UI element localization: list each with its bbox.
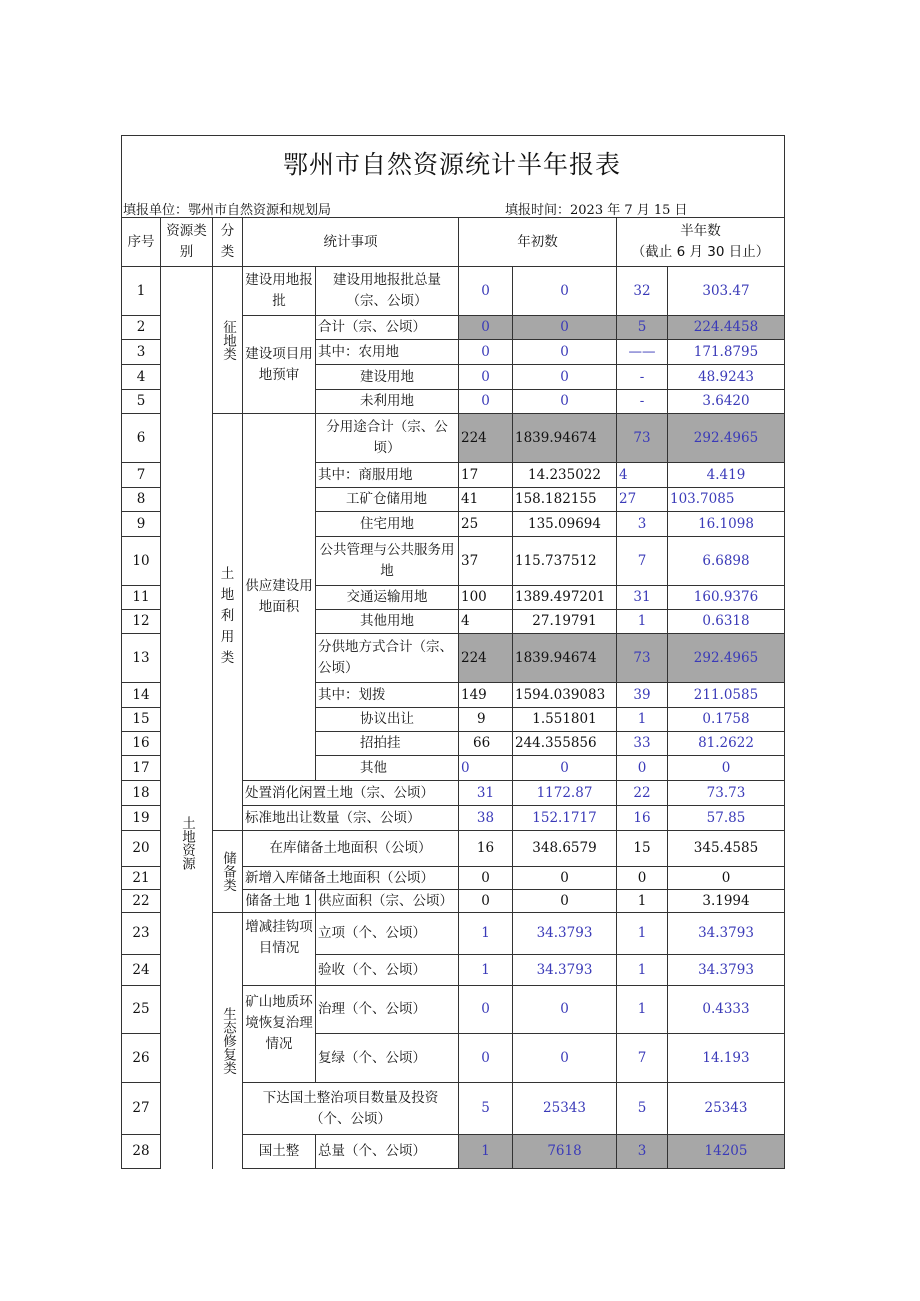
row-val-c: 1 [617, 708, 668, 732]
row-val-c: 5 [617, 1083, 668, 1135]
row-no: 16 [122, 732, 161, 756]
header-res-type: 资源类别 [161, 218, 213, 267]
row-val-b: 115.737512 [513, 537, 617, 586]
row-no: 12 [122, 610, 161, 634]
row-no: 17 [122, 756, 161, 781]
row-val-d: 3.6420 [668, 390, 785, 414]
row-label: 标准地出让数量（宗、公顷） [243, 806, 459, 831]
row-val-b: 34.3793 [513, 913, 617, 955]
row-val-c: —— [617, 340, 668, 365]
row-no: 1 [122, 267, 161, 316]
row-label: 下达国土整治项目数量及投资（个、公顷） [243, 1083, 459, 1135]
row-val-d: 345.4585 [668, 831, 785, 867]
row-val-d: 4.419 [668, 463, 785, 488]
row-val-a: 1 [459, 1135, 513, 1169]
group-chubei: 储备类 [213, 831, 243, 913]
row-val-c: 16 [617, 806, 668, 831]
row-label: 建设用地 [316, 365, 459, 390]
row-val-d: 34.3793 [668, 955, 785, 986]
row-val-c: 7 [617, 1034, 668, 1083]
row-val-a: 17 [459, 463, 513, 488]
row-label: 复绿（个、公顷） [316, 1034, 459, 1083]
row-no: 19 [122, 806, 161, 831]
row-label: 在库储备土地面积（公顷） [243, 831, 459, 867]
row-no: 15 [122, 708, 161, 732]
header-start: 年初数 [459, 218, 617, 267]
row-val-a: 41 [459, 488, 513, 512]
row-val-b: 0 [513, 890, 617, 913]
row-val-d: 0.4333 [668, 986, 785, 1034]
row-no: 25 [122, 986, 161, 1034]
row-no: 22 [122, 890, 161, 913]
header-item: 统计事项 [243, 218, 459, 267]
row-val-a: 0 [459, 890, 513, 913]
row-val-b: 1594.039083 [513, 683, 617, 708]
row-val-b: 0 [513, 1034, 617, 1083]
row-val-c: 3 [617, 512, 668, 537]
row-label: 其他用地 [316, 610, 459, 634]
row-val-d: 34.3793 [668, 913, 785, 955]
row-val-b: 1389.497201 [513, 586, 617, 610]
row-val-b: 34.3793 [513, 955, 617, 986]
row-val-b: 0 [513, 986, 617, 1034]
row-val-b: 158.182155 [513, 488, 617, 512]
row-label: 合计（宗、公顷） [316, 316, 459, 340]
row-val-b: 0 [513, 316, 617, 340]
row-label: 交通运输用地 [316, 586, 459, 610]
row-val-a: 31 [459, 781, 513, 806]
row-val-a: 5 [459, 1083, 513, 1135]
row-val-d: 73.73 [668, 781, 785, 806]
table-header [122, 218, 785, 267]
row-val-b: 244.355856 [513, 732, 617, 756]
row-no: 14 [122, 683, 161, 708]
row-val-b: 1.551801 [513, 708, 617, 732]
row-val-a: 0 [459, 986, 513, 1034]
row-val-a: 149 [459, 683, 513, 708]
row-val-a: 37 [459, 537, 513, 586]
row-val-c: 1 [617, 913, 668, 955]
row-no: 23 [122, 913, 161, 955]
header-seq: 序号 [122, 218, 161, 267]
row-val-a: 0 [459, 340, 513, 365]
page-title: 鄂州市自然资源统计半年报表 [282, 150, 621, 179]
row-val-c: 39 [617, 683, 668, 708]
row-val-a: 16 [459, 831, 513, 867]
table-row [122, 913, 785, 955]
fill-date: 填报时间：2023 年 7 月 15 日 [505, 203, 688, 218]
group-gongying: 供应建设用地面积 [243, 414, 316, 781]
row-val-a: 4 [459, 610, 513, 634]
row-no: 9 [122, 512, 161, 537]
group-shengtai: 生态修复类 [213, 913, 243, 1169]
row-val-d: 292.4965 [668, 634, 785, 683]
row-label-a: 储备土地 1 [243, 890, 316, 913]
row-val-d: 57.85 [668, 806, 785, 831]
row-no: 5 [122, 390, 161, 414]
row-val-c: - [617, 365, 668, 390]
stats-table [121, 217, 785, 1169]
row-label: 验收（个、公顷） [316, 955, 459, 986]
row-val-c: 7 [617, 537, 668, 586]
row-val-c: 27 [617, 488, 668, 512]
row-val-d: 303.47 [668, 267, 785, 316]
row-val-c: 15 [617, 831, 668, 867]
table-row [122, 414, 785, 463]
row-val-a: 25 [459, 512, 513, 537]
row-val-a: 9 [459, 708, 513, 732]
row-val-c: 4 [617, 463, 668, 488]
row-label: 招拍挂 [316, 732, 459, 756]
row-val-c: 33 [617, 732, 668, 756]
row-no: 6 [122, 414, 161, 463]
row-val-c: 1 [617, 955, 668, 986]
row-label: 分供地方式合计（宗、公顷） [316, 634, 459, 683]
row-val-c: 1 [617, 610, 668, 634]
row-label: 治理（个、公顷） [316, 986, 459, 1034]
row-val-b: 348.6579 [513, 831, 617, 867]
row-val-d: 81.2622 [668, 732, 785, 756]
row-label: 新增入库储备土地面积（公顷） [243, 867, 459, 890]
row-val-c: 0 [617, 867, 668, 890]
group-jianshe-yushen: 建设项目用地预审 [243, 316, 316, 414]
row-val-b: 1839.94674 [513, 414, 617, 463]
row-label: 协议出让 [316, 708, 459, 732]
row-val-a: 0 [459, 1034, 513, 1083]
row-val-d: 171.8795 [668, 340, 785, 365]
row-val-d: 16.1098 [668, 512, 785, 537]
row-val-b: 0 [513, 365, 617, 390]
row-no: 20 [122, 831, 161, 867]
row-val-d: 160.9376 [668, 586, 785, 610]
row-no: 4 [122, 365, 161, 390]
row-val-c: 3 [617, 1135, 668, 1169]
row-no: 27 [122, 1083, 161, 1135]
row-val-d: 25343 [668, 1083, 785, 1135]
row-no: 18 [122, 781, 161, 806]
group-zengjian: 增减挂钩项目情况 [243, 913, 316, 986]
row-val-d: 103.7085 [668, 488, 785, 512]
row-val-a: 38 [459, 806, 513, 831]
row-val-c: 22 [617, 781, 668, 806]
row-no: 10 [122, 537, 161, 586]
row-val-d: 3.1994 [668, 890, 785, 913]
row-no: 26 [122, 1034, 161, 1083]
row-label: 住宅用地 [316, 512, 459, 537]
row-val-a: 1 [459, 913, 513, 955]
row-label: 总量（个、公顷） [316, 1135, 459, 1169]
row-no: 8 [122, 488, 161, 512]
row-val-a: 100 [459, 586, 513, 610]
fill-unit: 填报单位：鄂州市自然资源和规划局 [123, 203, 332, 218]
group-guotu: 国土整 [243, 1135, 316, 1169]
header-cat: 分类 [213, 218, 243, 267]
row-val-b: 1172.87 [513, 781, 617, 806]
row-val-d: 0 [668, 867, 785, 890]
row-val-b: 0 [513, 267, 617, 316]
row-val-a: 0 [459, 390, 513, 414]
row-val-c: 31 [617, 586, 668, 610]
row-val-c: 1 [617, 986, 668, 1034]
row-val-d: 6.6898 [668, 537, 785, 586]
row-label: 建设用地报批总量（宗、公顷） [316, 267, 459, 316]
row-label: 其他 [316, 756, 459, 781]
row-label: 其中：农用地 [316, 340, 459, 365]
row-val-c: 1 [617, 890, 668, 913]
row-val-c: 73 [617, 414, 668, 463]
row-val-d: 211.0585 [668, 683, 785, 708]
row-val-d: 0.1758 [668, 708, 785, 732]
row-label: 公共管理与公共服务用地 [316, 537, 459, 586]
group-jianshe-pipi: 建设用地报批 [243, 267, 316, 316]
row-val-b: 1839.94674 [513, 634, 617, 683]
row-no: 3 [122, 340, 161, 365]
row-val-c: - [617, 390, 668, 414]
row-val-b: 0 [513, 756, 617, 781]
row-val-d: 48.9243 [668, 365, 785, 390]
row-val-a: 0 [459, 867, 513, 890]
row-val-b: 0 [513, 867, 617, 890]
row-no: 24 [122, 955, 161, 986]
row-val-b: 0 [513, 390, 617, 414]
group-tudi: 土地资源 [161, 267, 213, 1169]
row-val-d: 14.193 [668, 1034, 785, 1083]
row-no: 2 [122, 316, 161, 340]
row-val-b: 25343 [513, 1083, 617, 1135]
row-no: 28 [122, 1135, 161, 1169]
row-label: 其中：商服用地 [316, 463, 459, 488]
row-no: 21 [122, 867, 161, 890]
row-val-d: 14205 [668, 1135, 785, 1169]
row-val-c: 32 [617, 267, 668, 316]
table-row [122, 831, 785, 867]
row-val-a: 0 [459, 756, 513, 781]
row-val-b: 152.1717 [513, 806, 617, 831]
row-val-a: 0 [459, 267, 513, 316]
row-label: 分用途合计（宗、公顷） [316, 414, 459, 463]
row-label: 供应面积（宗、公顷） [316, 890, 459, 913]
row-label: 立项（个、公顷） [316, 913, 459, 955]
row-val-c: 73 [617, 634, 668, 683]
header-half-sub: （截止 6 月 30 日止） [631, 244, 770, 260]
table-row [122, 267, 785, 316]
header-half-title: 半年数 [680, 223, 721, 239]
row-val-d: 224.4458 [668, 316, 785, 340]
group-zhengdi: 征地类 [213, 267, 243, 414]
group-kuangshan: 矿山地质环境恢复治理情况 [243, 986, 316, 1083]
row-no: 11 [122, 586, 161, 610]
row-val-a: 224 [459, 414, 513, 463]
row-label: 处置消化闲置土地（宗、公顷） [243, 781, 459, 806]
row-val-a: 224 [459, 634, 513, 683]
row-val-a: 1 [459, 955, 513, 986]
row-val-d: 292.4965 [668, 414, 785, 463]
row-val-c: 0 [617, 756, 668, 781]
row-val-d: 0 [668, 756, 785, 781]
row-val-a: 0 [459, 316, 513, 340]
row-label: 未利用地 [316, 390, 459, 414]
row-val-b: 7618 [513, 1135, 617, 1169]
row-val-b: 135.09694 [513, 512, 617, 537]
group-tudi-liyong: 土地利用类 [213, 414, 243, 831]
row-val-c: 5 [617, 316, 668, 340]
row-val-a: 0 [459, 365, 513, 390]
row-no: 13 [122, 634, 161, 683]
row-val-d: 0.6318 [668, 610, 785, 634]
row-val-b: 14.235022 [513, 463, 617, 488]
row-val-a: 66 [459, 732, 513, 756]
row-val-b: 0 [513, 340, 617, 365]
header-half [617, 218, 785, 267]
row-no: 7 [122, 463, 161, 488]
row-label: 其中：划拨 [316, 683, 459, 708]
row-label: 工矿仓储用地 [316, 488, 459, 512]
row-val-b: 27.19791 [513, 610, 617, 634]
